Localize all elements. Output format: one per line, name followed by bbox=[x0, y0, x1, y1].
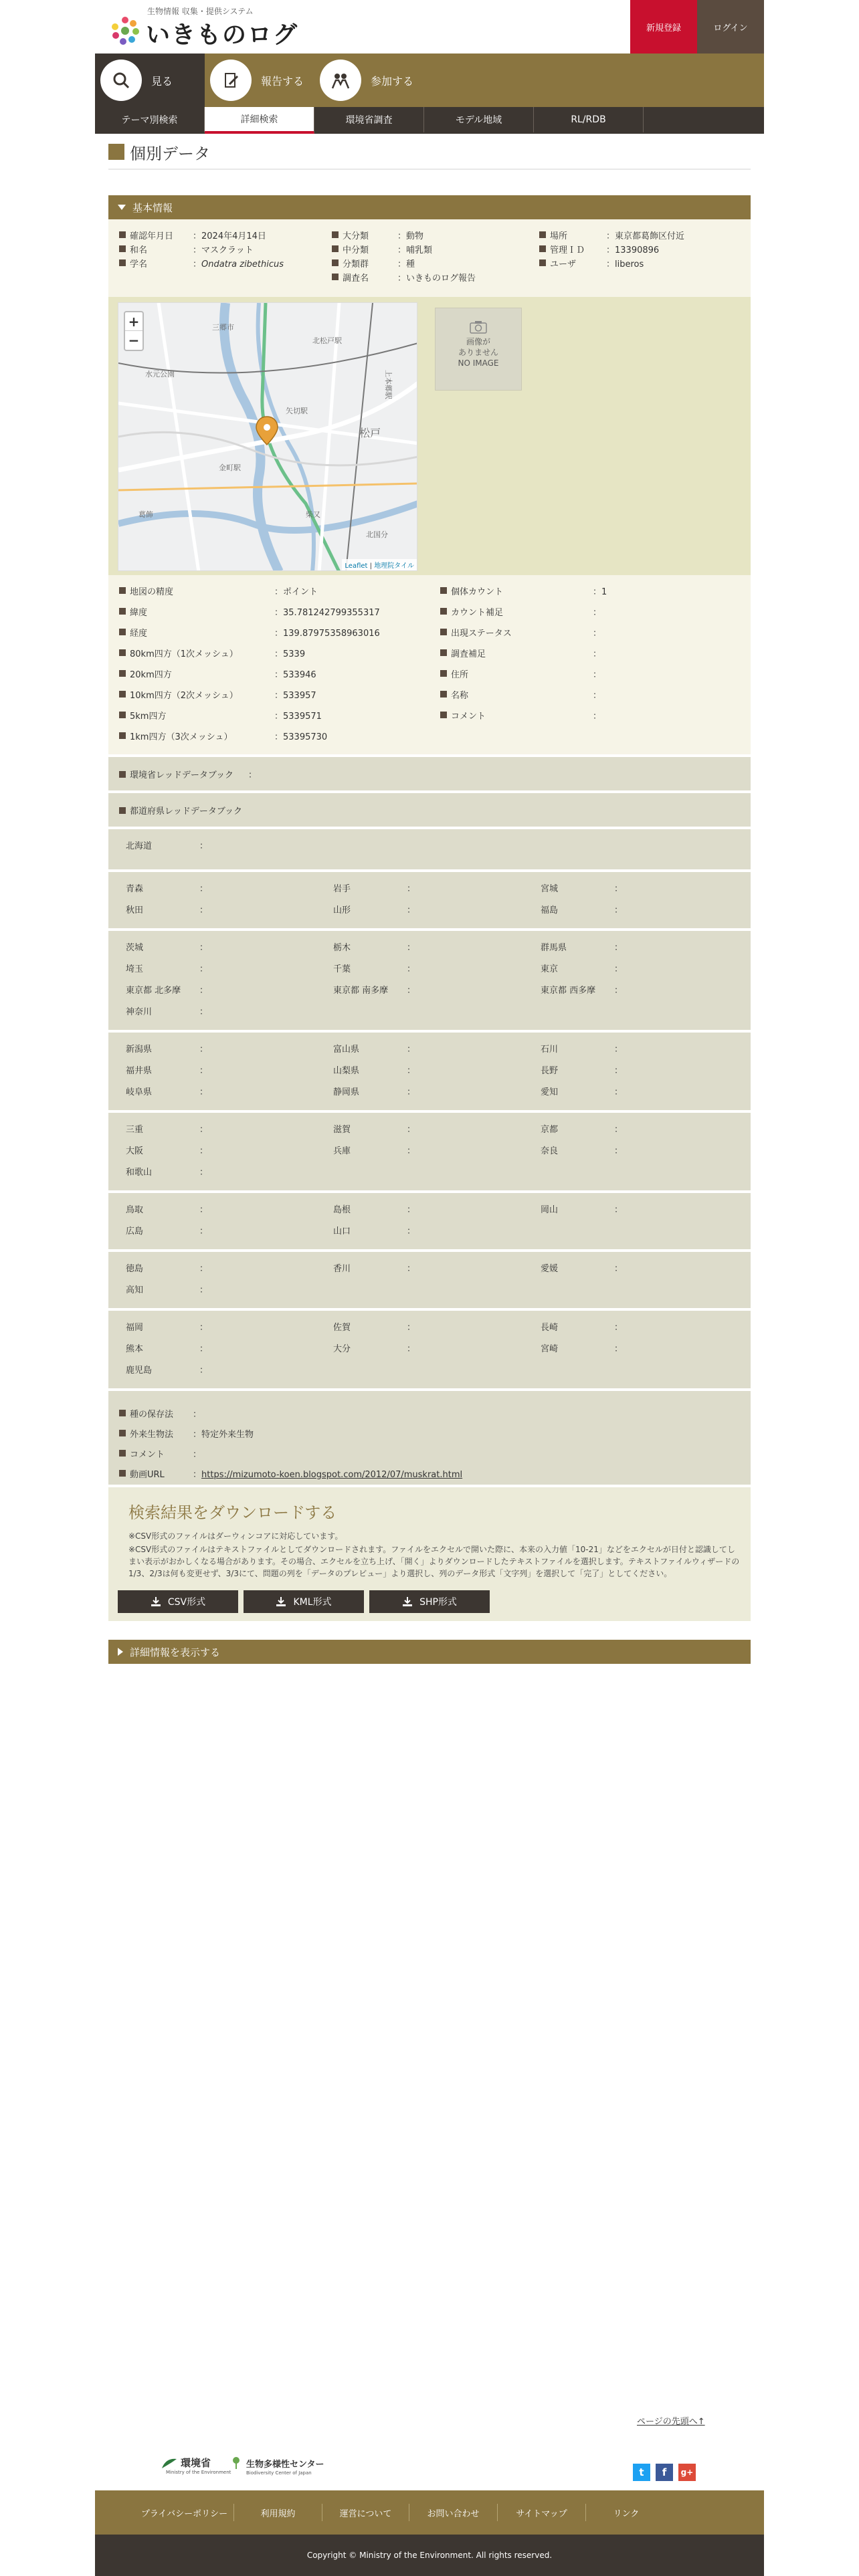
pref-item: 埼玉 ： bbox=[126, 964, 209, 974]
pref-item: 栃木 ： bbox=[333, 943, 416, 953]
expand-icon bbox=[118, 1648, 123, 1656]
pref-item: 愛媛 ： bbox=[541, 1264, 624, 1274]
detail-left-0: 地図の精度 ：ポイント bbox=[119, 584, 173, 597]
basic-info-header[interactable] bbox=[108, 195, 751, 219]
pref-item: 鳥取 ： bbox=[126, 1205, 209, 1215]
map-label-2: 水元公園 bbox=[145, 370, 175, 379]
pref-item: 新潟県 ： bbox=[126, 1045, 209, 1055]
pref-redlist-label: 都道府県レッドデータブック bbox=[130, 807, 242, 817]
site-header bbox=[95, 0, 764, 53]
pref-item: 岡山 ： bbox=[541, 1205, 624, 1215]
map-label-5: 北松戸駅 bbox=[312, 336, 342, 345]
moe-logo-icon bbox=[161, 2456, 178, 2470]
copyright: Copyright © Ministry of the Environment. All rights reserved. bbox=[95, 2535, 764, 2576]
map-label-6: 上本郷駅 bbox=[384, 370, 393, 399]
logo-subtitle: 生物情報 収集・提供システム bbox=[147, 7, 254, 16]
pref-item: 徳島 ： bbox=[126, 1264, 209, 1274]
camera-icon bbox=[470, 320, 487, 334]
info-scientific-name: 学名 ：Ondatra zibethicus bbox=[119, 257, 147, 269]
title-divider bbox=[108, 169, 751, 170]
detail-left-2: 経度 ：139.87975358963016 bbox=[119, 626, 147, 638]
download-icon bbox=[151, 1597, 161, 1606]
main-nav bbox=[95, 53, 764, 107]
extra-1: 外来生物法 ：特定外来生物 bbox=[119, 1427, 173, 1439]
page-title bbox=[108, 142, 210, 162]
nav-report[interactable] bbox=[205, 53, 314, 107]
extra-3[interactable]: 動画URL ：https://mizumoto-koen.blogspot.com/2012/07/muskrat.html bbox=[119, 1467, 165, 1479]
map-label-3: 金町駅 bbox=[219, 463, 241, 472]
location-detail-panel bbox=[108, 575, 751, 754]
footer-privacy[interactable]: プライバシーポリシー bbox=[135, 2504, 234, 2521]
detail-left-4: 20km四方 ：533946 bbox=[119, 667, 172, 679]
subnav-rl-rdb[interactable]: RL/RDB bbox=[534, 107, 644, 132]
pref-item: 愛知 ： bbox=[541, 1087, 624, 1097]
map-label-9: 葛飾 bbox=[138, 510, 153, 519]
detail-right-3: 調査補足 ： bbox=[440, 647, 486, 659]
participate-icon bbox=[320, 60, 361, 101]
pref-item: 青森 ： bbox=[126, 884, 209, 894]
map-label-4: 松戸 bbox=[359, 427, 381, 439]
info-middle-class: 中分類 ：哺乳類 bbox=[332, 243, 369, 255]
footer-contact[interactable]: お問い合わせ bbox=[409, 2504, 498, 2521]
sub-nav bbox=[95, 107, 764, 134]
pref-item: 富山県 ： bbox=[333, 1045, 416, 1055]
detail-left-1: 緯度 ：35.781242799355317 bbox=[119, 605, 147, 617]
page-title-text: 個別データ bbox=[130, 144, 210, 163]
no-image-line-3: NO IMAGE bbox=[458, 358, 499, 368]
download-kml-button[interactable]: KML形式 bbox=[244, 1590, 364, 1613]
env-redlist-label: 環境省レッドデータブック bbox=[130, 770, 233, 780]
pref-item: 東京 ： bbox=[541, 964, 624, 974]
pref-item: 佐賀 ： bbox=[333, 1323, 416, 1333]
detail-toggle-label: 詳細情報を表示する bbox=[130, 1646, 221, 1658]
pref-item: 鹿児島 ： bbox=[126, 1366, 209, 1376]
pref-item: 山梨県 ： bbox=[333, 1066, 416, 1076]
map-area bbox=[108, 297, 751, 575]
basic-info-title: 基本情報 bbox=[132, 201, 173, 214]
pref-item: 京都 ： bbox=[541, 1125, 624, 1135]
subnav-theme-search[interactable]: テーマ別検索 bbox=[95, 107, 205, 132]
site-logo[interactable] bbox=[108, 4, 299, 51]
footer-nav bbox=[95, 2490, 764, 2535]
download-title: 検索結果をダウンロードする bbox=[128, 1503, 337, 1522]
pref-item: 静岡県 ： bbox=[333, 1087, 416, 1097]
info-admin-id: 管理ＩＤ ：13390896 bbox=[539, 243, 585, 255]
info-date: 確認年月日 ：2024年4月14日 bbox=[119, 229, 173, 241]
no-image-line-1: 画像が bbox=[466, 337, 490, 346]
map-label-7: 矢切駅 bbox=[286, 407, 308, 415]
pref-item: 熊本 ： bbox=[126, 1344, 209, 1354]
pref-item: 長崎 ： bbox=[541, 1323, 624, 1333]
info-major-class: 大分類 ：動物 bbox=[332, 229, 369, 241]
detail-left-7: 1km四方（3次メッシュ） ：53395730 bbox=[119, 730, 232, 742]
pref-item: 大阪 ： bbox=[126, 1146, 209, 1156]
leaflet-link[interactable]: Leaflet bbox=[345, 562, 368, 570]
pref-item: 兵庫 ： bbox=[333, 1146, 416, 1156]
pref-item: 東京都 西多摩 ： bbox=[541, 986, 624, 996]
pref-item: 石川 ： bbox=[541, 1045, 624, 1055]
pref-item: 宮崎 ： bbox=[541, 1344, 624, 1354]
pref-group bbox=[108, 1311, 751, 1388]
page-top-link[interactable]: ページの先頭へ↑ bbox=[637, 2417, 705, 2427]
pref-item: 神奈川 ： bbox=[126, 1007, 209, 1017]
subnav-model-area[interactable]: モデル地域 bbox=[424, 107, 534, 132]
nav-view-label: 見る bbox=[151, 74, 173, 88]
detail-right-5: 名称 ： bbox=[440, 688, 468, 700]
pref-item: 群馬県 ： bbox=[541, 943, 624, 953]
pref-item: 秋田 ： bbox=[126, 905, 209, 916]
pref-item: 長野 ： bbox=[541, 1066, 624, 1076]
pref-item: 北海道 ： bbox=[126, 841, 209, 851]
pref-item: 東京都 北多摩 ： bbox=[126, 986, 209, 996]
facebook-icon[interactable]: f bbox=[656, 2464, 673, 2481]
map-attribution: Leaflet | 地理院タイル bbox=[342, 559, 417, 570]
pref-item: 広島 ： bbox=[126, 1226, 209, 1237]
footer-sitemap[interactable]: サイトマップ bbox=[498, 2504, 586, 2521]
pref-group bbox=[108, 872, 751, 928]
footer-about[interactable]: 運営について bbox=[322, 2504, 409, 2521]
bcj-logo-icon bbox=[229, 2456, 244, 2470]
subnav-moe-survey[interactable]: 環境省調査 bbox=[314, 107, 424, 132]
extra-0: 種の保存法 ： bbox=[119, 1407, 173, 1419]
map-label-10: 北国分 bbox=[366, 530, 388, 539]
logo-title: いきものログ bbox=[146, 21, 299, 49]
info-place: 場所 ：東京都葛飾区付近 bbox=[539, 229, 567, 241]
download-icon bbox=[276, 1597, 286, 1606]
zoom-in-button[interactable]: + bbox=[125, 312, 142, 331]
pref-item: 和歌山 ： bbox=[126, 1168, 209, 1178]
pref-item: 宮城 ： bbox=[541, 884, 624, 894]
pref-item: 高知 ： bbox=[126, 1285, 209, 1295]
download-note-1: ※CSV形式のファイルはダーウィンコアに対応しています。 bbox=[128, 1531, 343, 1541]
footer-links[interactable]: リンク bbox=[613, 2508, 640, 2519]
pref-item: 茨城 ： bbox=[126, 943, 209, 953]
detail-toggle-header[interactable] bbox=[108, 1640, 751, 1664]
detail-right-1: カウント補足 ： bbox=[440, 605, 503, 617]
extra-2: コメント ： bbox=[119, 1447, 165, 1459]
download-note-2: ※CSV形式のファイルはテキストファイルとしてダウンロードされます。ファイルをエクセルで開いた際に、本来の入力値「10-21」などをエクセルが日付と認識してし bbox=[128, 1545, 735, 1554]
logo-mark-icon bbox=[108, 13, 142, 47]
download-section bbox=[108, 1487, 751, 1621]
pref-item: 福井県 ： bbox=[126, 1066, 209, 1076]
pref-item: 岩手 ： bbox=[333, 884, 416, 894]
download-note-3: まい表示がおかしくなる場合があります。その場合、エクセルを立ち上げ、「開く」よりダウンロードしたテキストファイルを選択します。テキストファイルウィザードの bbox=[128, 1557, 740, 1566]
pref-group bbox=[108, 829, 751, 869]
nav-report-label: 報告する bbox=[261, 74, 304, 88]
map-view[interactable] bbox=[118, 302, 417, 571]
detail-left-5: 10km四方（2次メッシュ） ：533957 bbox=[119, 688, 238, 700]
pref-item: 福岡 ： bbox=[126, 1323, 209, 1333]
pref-item: 大分 ： bbox=[333, 1344, 416, 1354]
info-taxon: 分類群 ：種 bbox=[332, 257, 369, 269]
no-image-placeholder bbox=[435, 308, 522, 391]
pref-redlist-row bbox=[108, 793, 751, 827]
nav-participate-label: 参加する bbox=[371, 74, 414, 88]
subnav-detail-search[interactable]: 詳細検索 bbox=[205, 107, 314, 134]
info-user: ユーザ ：liberos bbox=[539, 257, 576, 269]
footer-terms[interactable]: 利用規約 bbox=[234, 2504, 322, 2521]
pref-item: 滋賀 ： bbox=[333, 1125, 416, 1135]
pref-item: 島根 ： bbox=[333, 1205, 416, 1215]
map-label-1: 三郷市 bbox=[212, 323, 234, 332]
map-label-8: 柴又 bbox=[306, 510, 320, 519]
moe-logo[interactable]: 環境省 Ministry of the Environment bbox=[161, 2456, 231, 2475]
pref-item: 福島 ： bbox=[541, 905, 624, 916]
twitter-icon[interactable]: t bbox=[633, 2464, 650, 2481]
pref-item: 奈良 ： bbox=[541, 1146, 624, 1156]
pref-item: 山形 ： bbox=[333, 905, 416, 916]
register-button[interactable]: 新規登録 bbox=[630, 0, 697, 53]
download-note-4: 1/3、2/3は何も変更せず、3/3にて、問題の列を「データのプレビュー」より選択し、列のデータ形式「文字列」を選択して「完了」としてください。 bbox=[128, 1569, 672, 1578]
env-redlist-row: 環境省レッドデータブック ： bbox=[108, 757, 751, 790]
detail-left-6: 5km四方 ：5339571 bbox=[119, 709, 166, 721]
extra-info-panel bbox=[108, 1398, 751, 1485]
info-survey-name: 調査名 ：いきものログ報告 bbox=[332, 271, 369, 283]
pref-item: 東京都 南多摩 ： bbox=[333, 986, 416, 996]
no-image-line-2: ありません bbox=[458, 348, 498, 357]
pref-item: 千葉 ： bbox=[333, 964, 416, 974]
detail-right-0: 個体カウント ：1 bbox=[440, 584, 503, 597]
pref-item: 山口 ： bbox=[333, 1226, 416, 1237]
pref-group bbox=[108, 1252, 751, 1308]
detail-right-6: コメント ： bbox=[440, 709, 486, 721]
search-icon bbox=[100, 60, 142, 101]
gsi-tiles-link[interactable]: 地理院タイル bbox=[374, 562, 414, 570]
pref-group bbox=[108, 1193, 751, 1249]
pref-item: 三重 ： bbox=[126, 1125, 209, 1135]
bcj-logo[interactable]: 生物多様性センター Biodiversity Center of Japan bbox=[229, 2456, 324, 2476]
google-plus-icon[interactable]: g+ bbox=[678, 2464, 696, 2481]
download-icon bbox=[402, 1597, 413, 1606]
pref-group bbox=[108, 931, 751, 1030]
detail-left-3: 80km四方（1次メッシュ） ：5339 bbox=[119, 647, 238, 659]
title-marker bbox=[108, 144, 124, 160]
pref-item: 岐阜県 ： bbox=[126, 1087, 209, 1097]
nav-participate[interactable] bbox=[314, 53, 424, 107]
map-zoom-control bbox=[124, 311, 144, 351]
login-button[interactable]: ログイン bbox=[697, 0, 764, 53]
pref-item: 香川 ： bbox=[333, 1264, 416, 1274]
nav-view[interactable] bbox=[95, 53, 205, 107]
report-icon bbox=[210, 60, 252, 101]
detail-right-2: 出現ステータス ： bbox=[440, 626, 512, 638]
basic-info-panel bbox=[108, 219, 751, 297]
pref-group bbox=[108, 1113, 751, 1190]
pref-group bbox=[108, 1033, 751, 1110]
collapse-icon bbox=[118, 205, 126, 210]
download-shp-button[interactable]: SHP形式 bbox=[369, 1590, 490, 1613]
download-csv-button[interactable]: CSV形式 bbox=[118, 1590, 238, 1613]
detail-right-4: 住所 ： bbox=[440, 667, 468, 679]
info-japanese-name: 和名 ：マスクラット bbox=[119, 243, 147, 255]
zoom-out-button[interactable]: − bbox=[128, 332, 140, 348]
map-tiles bbox=[118, 303, 417, 571]
